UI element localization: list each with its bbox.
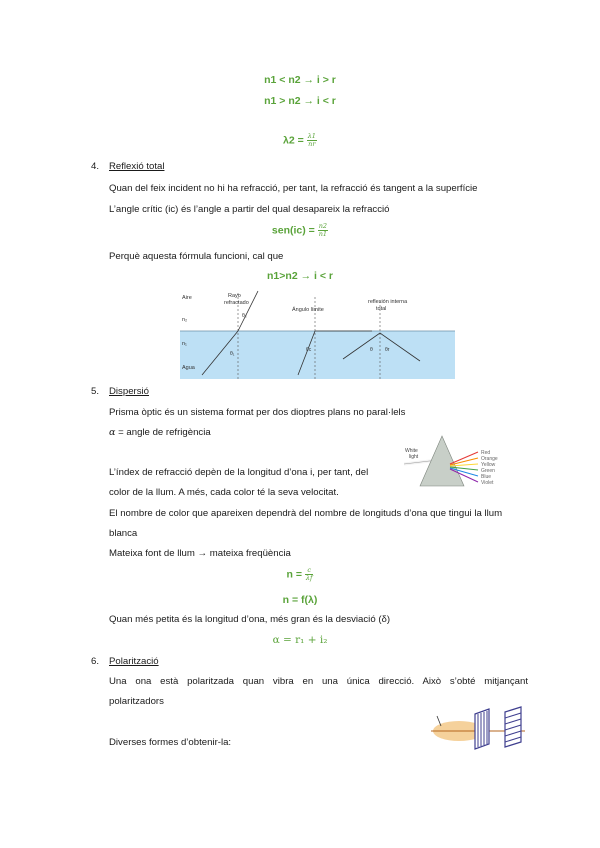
paragraph: El nombre de color que apareixen dependrà del nombre de longituds d’ona que tingui la llum bbox=[109, 508, 503, 519]
paragraph: Mateixa font de llum → mateixa freqüència bbox=[109, 548, 291, 559]
paragraph: L’angle crític (ic) és l’angle a partir del qual desapareix la refracció bbox=[109, 204, 390, 215]
label-n1: n₁ bbox=[182, 341, 187, 347]
paragraph: Una ona està polaritzada quan vibra en una única direcció. Això s’obté mitjançant bbox=[109, 676, 528, 687]
label-rayo: Rayo bbox=[228, 293, 241, 299]
label-agua: Agua bbox=[182, 365, 195, 371]
label-green: Green bbox=[481, 468, 495, 474]
label-n2: n₂ bbox=[182, 317, 188, 323]
equation-alpha: α = r₁ + i₂ bbox=[272, 634, 328, 646]
paragraph: L’índex de refracció depèn de la longitud d’ona i, per tant, del bbox=[109, 467, 369, 478]
paragraph: blanca bbox=[109, 528, 138, 539]
equation-sen-ic-lhs: sen(ic) = bbox=[271, 224, 315, 237]
equation-lambda2-fraction bbox=[307, 133, 317, 148]
section-number: 5. bbox=[91, 386, 100, 397]
label-yellow: Yellow bbox=[481, 462, 496, 468]
label-white: White bbox=[405, 448, 418, 454]
label-thetac: θc bbox=[306, 347, 312, 353]
label-angulo-limite: Ángulo límite bbox=[292, 307, 324, 313]
prism-dispersion-figure bbox=[404, 428, 522, 494]
paragraph: Diverses formes d’obtenir-la: bbox=[109, 737, 232, 748]
equation-n-f-lambda: n = f(λ) bbox=[282, 594, 318, 606]
equation-lambda2 bbox=[0, 133, 600, 148]
section-heading-reflexio-total bbox=[91, 161, 164, 172]
label-violet: Violet bbox=[481, 480, 494, 486]
section-title: Reflexió total bbox=[109, 161, 165, 172]
label-blue: Blue bbox=[481, 474, 492, 480]
label-aire: Aire bbox=[182, 295, 192, 301]
refracted-ray-1 bbox=[238, 291, 258, 331]
label-theta1: θ₁ bbox=[230, 351, 235, 357]
equation-n1-less-n2: n1 < n2 → i > r bbox=[264, 74, 336, 86]
fraction-denominator: nr bbox=[308, 140, 316, 148]
label-thetar: θr bbox=[385, 347, 390, 353]
section-title: Dispersió bbox=[109, 386, 149, 397]
label-theta2: θ₂ bbox=[242, 313, 247, 319]
paragraph: Quan més petita és la longitud d’ona, més gran és la desviació (δ) bbox=[109, 614, 391, 625]
label-light: light bbox=[409, 454, 419, 460]
section-heading-dispersio bbox=[91, 386, 149, 397]
equation-condition: n1>n2 → i < r bbox=[267, 270, 333, 282]
fraction-numerator: n2 bbox=[318, 222, 328, 230]
label-total: total bbox=[376, 306, 387, 312]
section-title: Polarització bbox=[109, 656, 159, 667]
equation-n-fraction bbox=[305, 567, 314, 582]
polarizer-2 bbox=[505, 707, 521, 747]
alpha-symbol: α bbox=[109, 427, 116, 438]
alpha-definition bbox=[109, 427, 211, 438]
section-number: 4. bbox=[91, 161, 100, 172]
equation-n1-greater-n2: n1 > n2 → i < r bbox=[264, 95, 336, 107]
label-red: Red bbox=[481, 450, 491, 456]
section-number: 6. bbox=[91, 656, 100, 667]
paragraph: polaritzadors bbox=[109, 696, 164, 707]
equation-n-c-lambda-f bbox=[0, 567, 600, 582]
label-theta: θ bbox=[370, 347, 373, 353]
polarization-figure bbox=[425, 706, 529, 752]
ray-red bbox=[450, 452, 478, 464]
total-internal-reflection-figure bbox=[180, 287, 455, 379]
alpha-text: = angle de refrigència bbox=[118, 427, 211, 438]
equation-sen-ic bbox=[0, 223, 600, 238]
section-heading-polaritzacio bbox=[91, 656, 159, 667]
label-reflexion-interna: reflexión interna bbox=[368, 299, 408, 305]
paragraph: Prisma òptic és un sistema format per dos dioptres plans no paral·lels bbox=[109, 407, 406, 418]
equation-n-lhs: n = bbox=[286, 568, 302, 581]
polarizer-1 bbox=[475, 709, 489, 749]
equation-sen-ic-fraction bbox=[318, 223, 328, 238]
fraction-numerator: c bbox=[305, 567, 314, 575]
label-orange: Orange bbox=[481, 456, 498, 462]
paragraph: color de la llum. A més, cada color té la seva velocitat. bbox=[109, 487, 339, 498]
paragraph: Quan del feix incident no hi ha refracció, per tant, la refracció és tangent a la superfície bbox=[109, 183, 478, 194]
vibration-arrow bbox=[437, 716, 441, 726]
paragraph: Perquè aquesta fórmula funcioni, cal que bbox=[109, 251, 284, 262]
fraction-denominator: n1 bbox=[318, 230, 328, 238]
label-refractado: refractado bbox=[224, 300, 249, 306]
fraction-numerator: λ1 bbox=[307, 132, 316, 140]
equation-lambda2-lhs: λ2 = bbox=[283, 134, 304, 147]
fraction-denominator: λf bbox=[305, 574, 313, 582]
water-region bbox=[180, 331, 455, 379]
